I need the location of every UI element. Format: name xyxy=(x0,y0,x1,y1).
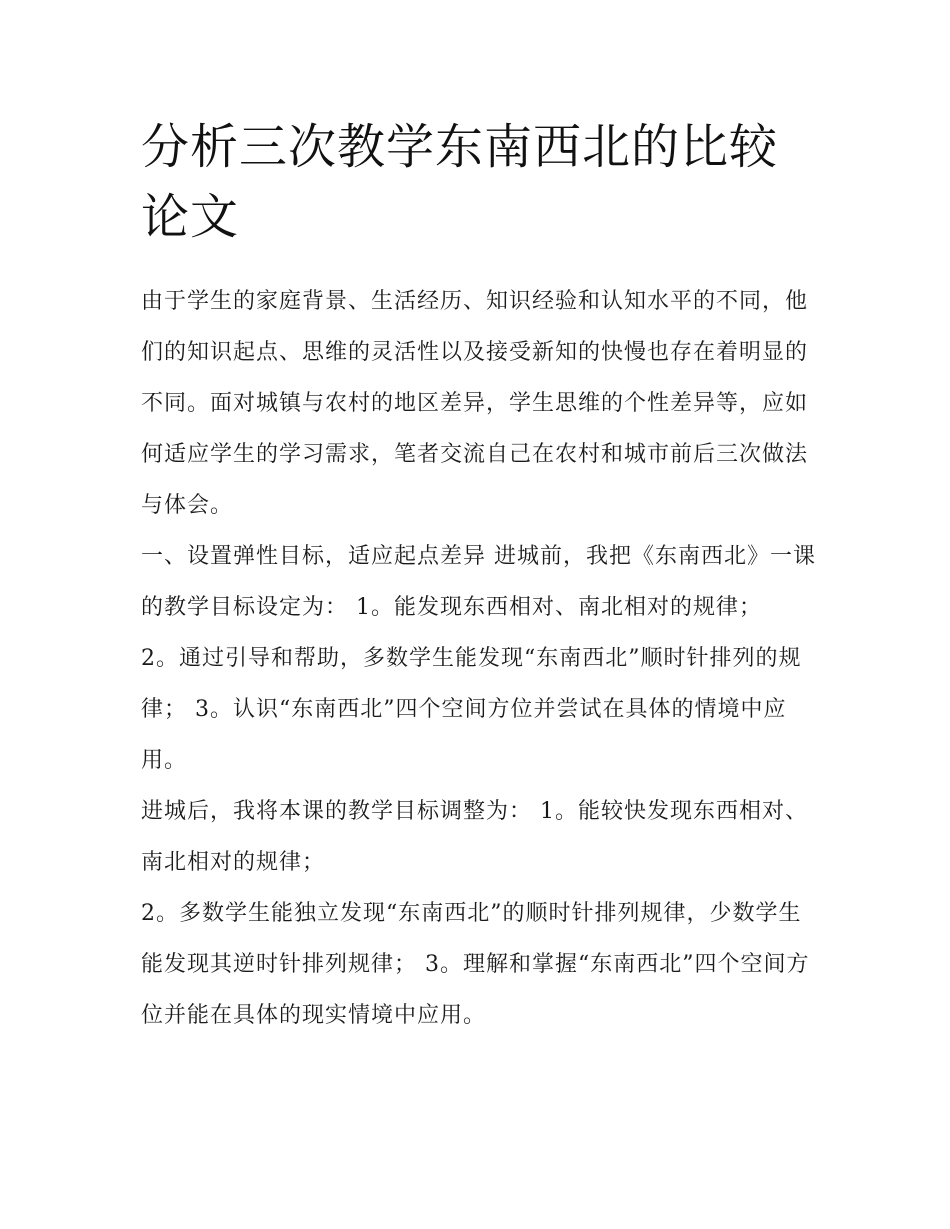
paragraph-after-city: 进城后，我将本课的教学目标调整为： 1。能较快发现东西相对、南北相对的规律； xyxy=(141,799,808,875)
paragraph-intro: 由于学生的家庭背景、生活经历、知识经验和认知水平的不同，他们的知识起点、思维的灵活性以及接受新知的快慢也存在着明显的不同。面对城镇与农村的地区差异，学生思维的个性差异等，应如何适应学生的学习需求，笔者交流自己在农村和城市前后三次做法与体会。 xyxy=(141,289,809,518)
paragraph-section-one: 一、设置弹性目标，适应起点差异 进城前，我把《东南西北》一课的教学目标设定为： 1。能发现东西相对、南北相对的规律； xyxy=(141,544,816,620)
document-content xyxy=(141,112,816,1041)
document-body xyxy=(141,276,816,1041)
paragraph-goals-after: 2。多数学生能独立发现“东南西北”的顺时针排列规律，少数学生能发现其逆时针排列规律； 3。理解和掌握“东南西北”四个空间方位并能在具体的现实情境中应用。 xyxy=(141,901,810,1028)
page-title: 分析三次教学东南西北的比较论文 xyxy=(141,119,779,245)
paragraph-goals-before: 2。通过引导和帮助，多数学生能发现“东南西北”顺时针排列的规律； 3。认识“东南西北”四个空间方位并尝试在具体的情境中应用。 xyxy=(141,646,802,773)
